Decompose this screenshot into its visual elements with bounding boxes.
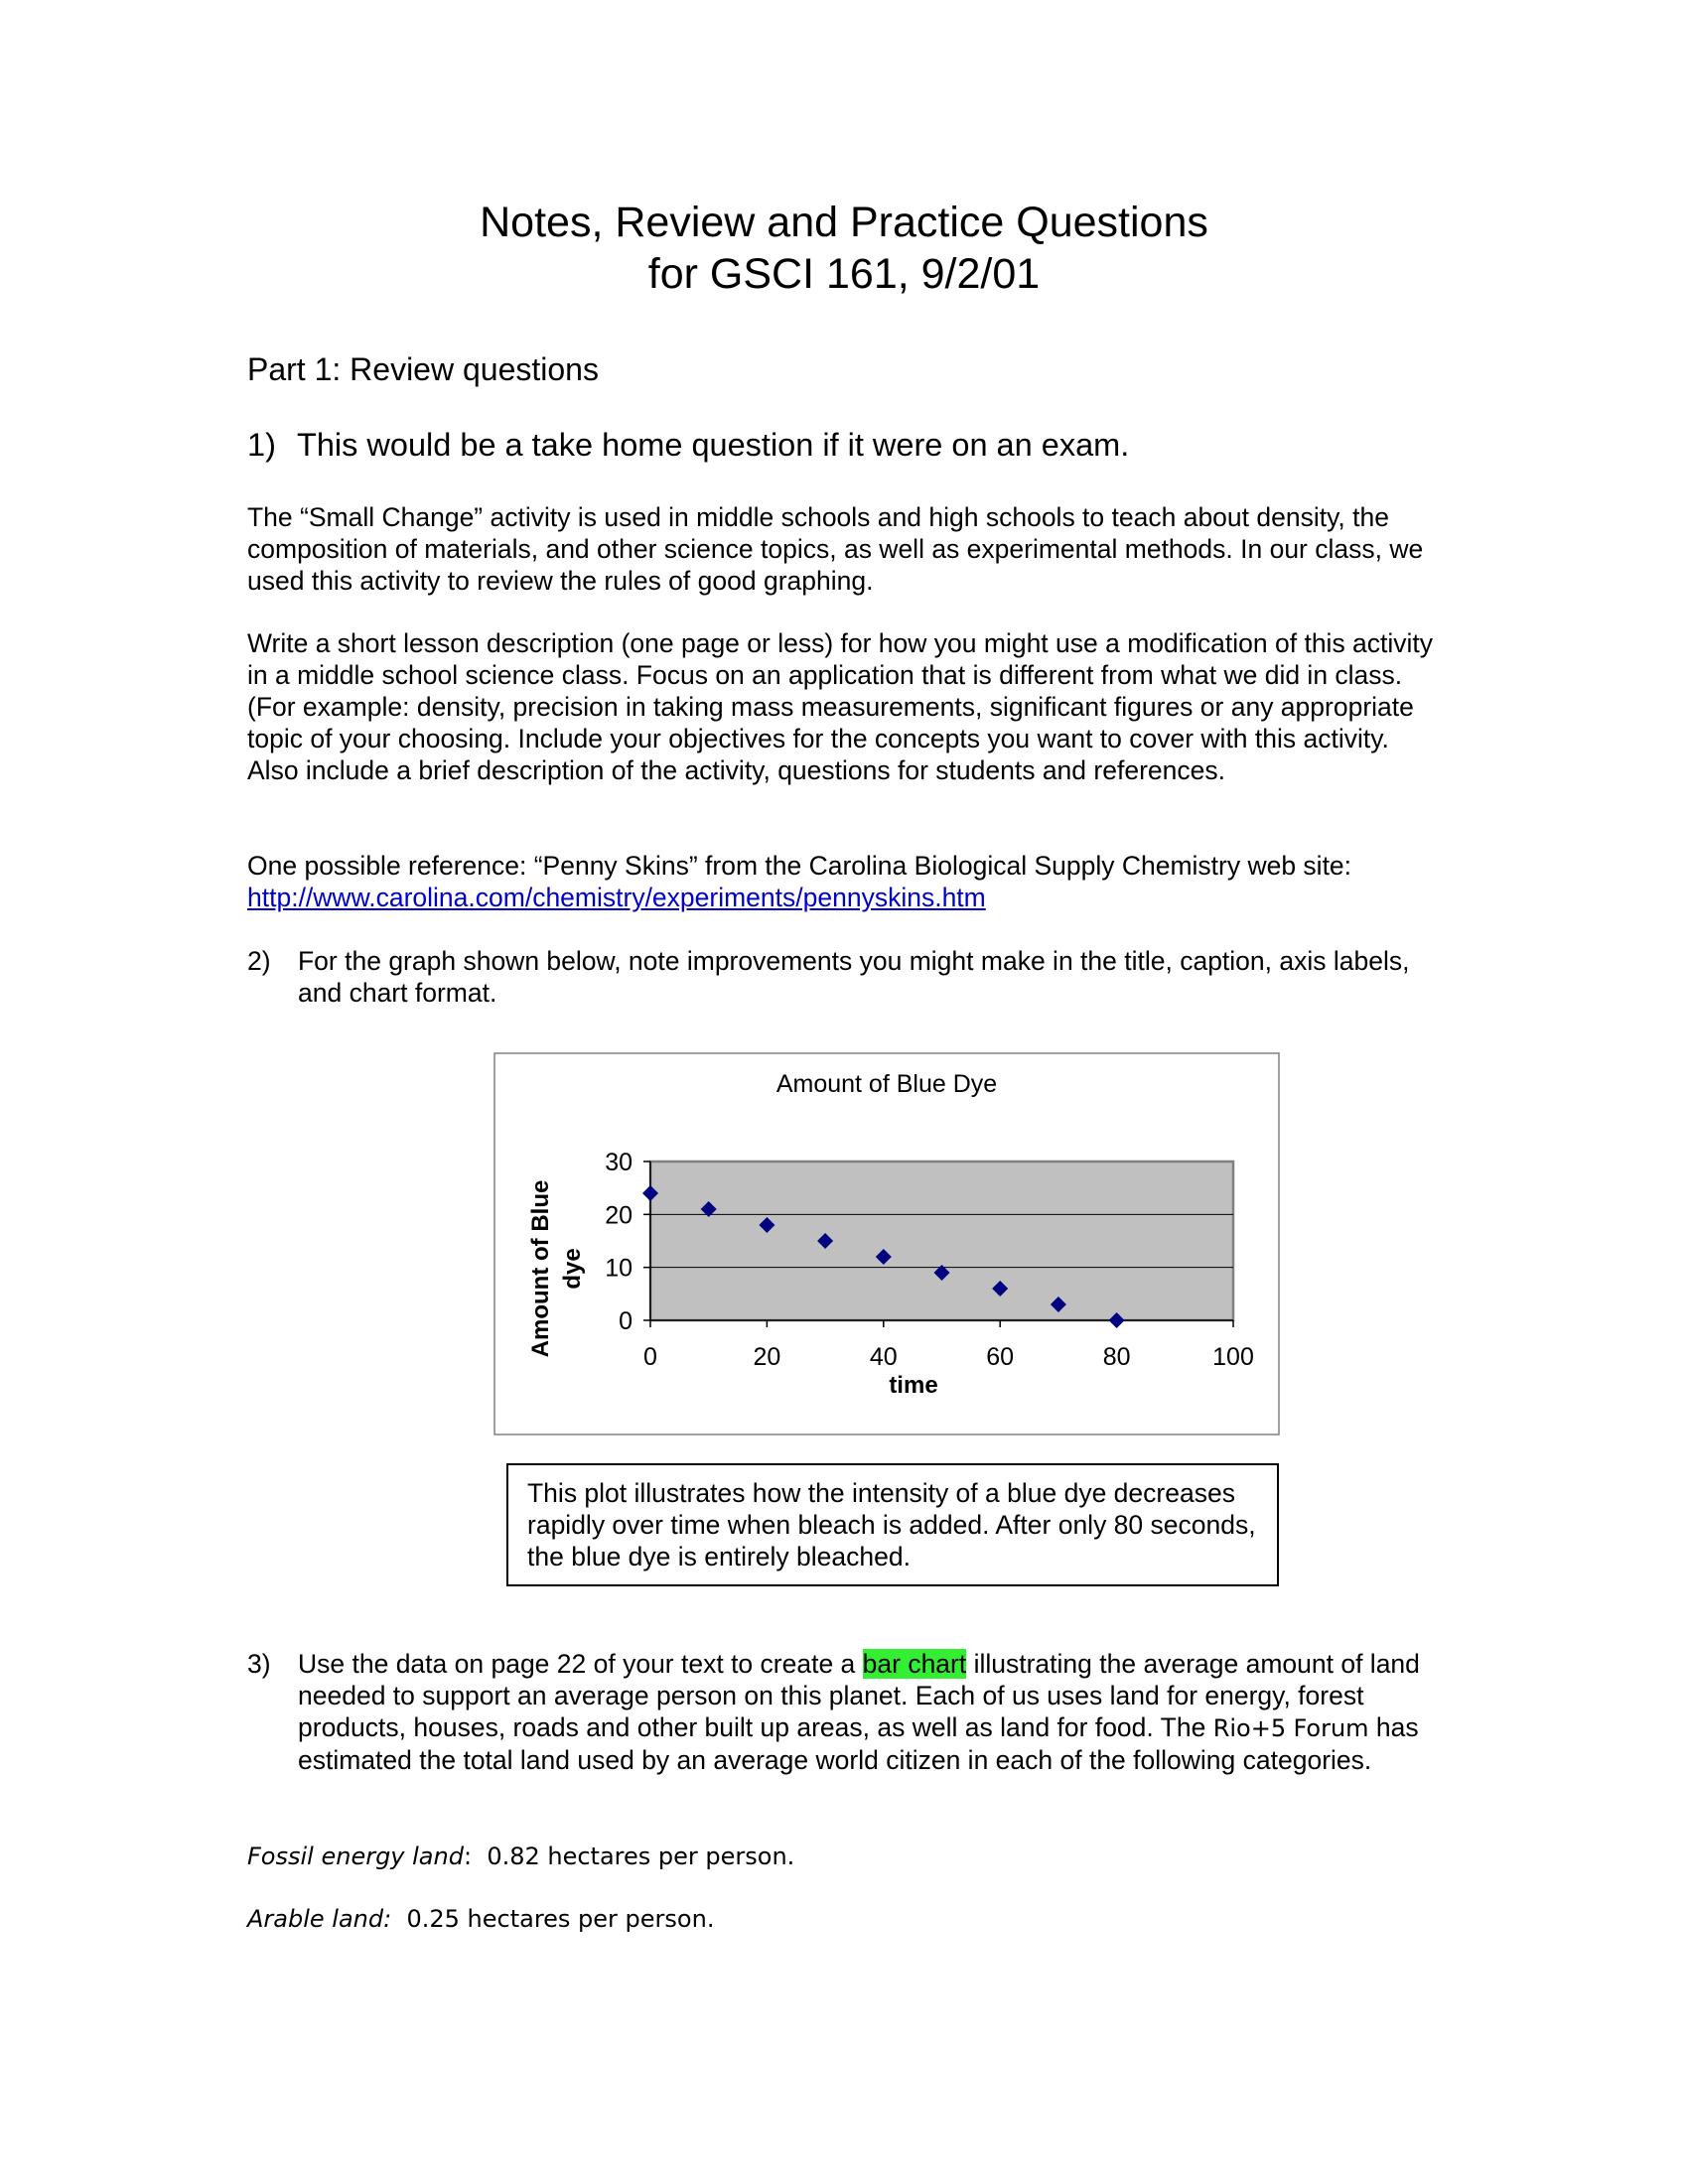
org-name-forum: Forum (1293, 1714, 1369, 1742)
chart-title: Amount of Blue Dye (775, 1070, 998, 1098)
question-2 (247, 945, 1439, 1009)
x-axis-label: time (889, 1372, 938, 1399)
y-axis-label-line-1: Amount of Blue (527, 1179, 554, 1358)
title-line-2: for GSCI 161, 9/2/01 (647, 250, 1041, 298)
category-sep: : (463, 1843, 473, 1870)
highlighted-bar-chart: bar chart (862, 1649, 967, 1679)
page-title (0, 197, 1688, 300)
question-1-number: 1) (247, 427, 276, 463)
reference-text: One possible reference: “Penny Skins” from the Carolina Biological Supply Chemistry web site: (247, 851, 1352, 881)
question-1-title: This would be a take home question if it were on an exam. (297, 427, 1130, 463)
x-tick-label: 60 (986, 1343, 1015, 1371)
x-tick-label: 40 (869, 1343, 898, 1371)
category-arable-land (247, 1904, 714, 1934)
category-label: Arable land: (247, 1905, 392, 1933)
question-3 (247, 1648, 1439, 1776)
title-line-1: Notes, Review and Practice Questions (480, 199, 1208, 246)
question-3-number: 3) (247, 1649, 271, 1679)
category-value: 0.82 hectares per person. (472, 1843, 795, 1870)
category-value: 0.25 hectares per person. (391, 1905, 715, 1933)
y-tick-label: 20 (605, 1201, 633, 1230)
org-name-rio: Rio+5 (1212, 1714, 1287, 1742)
y-tick-label: 0 (619, 1307, 633, 1335)
dye-chart (493, 1052, 1280, 1435)
category-label: Fossil energy land (247, 1843, 464, 1870)
question-2-text: For the graph shown below, note improvements you might make in the title, caption, axis labels, and chart format. (298, 946, 1410, 1008)
question-3-text (298, 1648, 1439, 1776)
question-3-text-end: has estimated the total land used by an average world citizen in each of the following categories. (298, 1712, 1419, 1775)
dye-chart-svg (493, 1052, 1280, 1435)
x-tick-label: 100 (1212, 1343, 1254, 1371)
x-tick-label: 80 (1102, 1343, 1131, 1371)
question-3-text-start: Use the data on page 22 of your text to create a (298, 1649, 863, 1679)
question-1-paragraph-2: Write a short lesson description (one page or less) for how you might use a modification of this activity in a middle school science class. Focus on an application that is different from what we did in class. (For example: density, precision in taking mass measurements, significant figures or any appropriate topic of your choosing. Include your objectives for the concepts you want to cover with this activity. Also include a brief description of the activity, questions for students and references. (247, 628, 1434, 785)
part-1-heading: Part 1: Review questions (247, 351, 599, 387)
x-tick-label: 20 (753, 1343, 781, 1371)
question-3-text-middle: illustrating the average amount of land needed to support an average person on this planet. Each of us uses land for energy, forest products, houses, roads and other built up areas, as well as land for food. The (298, 1649, 1420, 1742)
category-fossil-energy (247, 1842, 794, 1871)
chart-caption-box: This plot illustrates how the intensity of a blue dye decreases rapidly over time when bleach is added. After only 80 seconds, the blue dye is entirely bleached. (506, 1463, 1279, 1586)
y-tick-label: 30 (605, 1149, 633, 1176)
y-tick-label: 10 (605, 1254, 633, 1283)
plot-background (650, 1161, 1233, 1320)
question-1-paragraph-1: The “Small Change” activity is used in middle schools and high schools to teach about density, the composition of materials, and other science topics, as well as experimental methods. In our class, we used this activity to review the rules of good graphing. (247, 502, 1424, 596)
question-1-heading (247, 425, 1129, 465)
x-tick-label: 0 (643, 1343, 657, 1371)
y-axis-label-line-2: dye (559, 1248, 586, 1290)
reference-link[interactable]: http://www.carolina.com/chemistry/experiments/pennyskins.htm (247, 883, 986, 912)
question-2-number: 2) (247, 946, 271, 976)
question-1-reference (247, 850, 1439, 913)
